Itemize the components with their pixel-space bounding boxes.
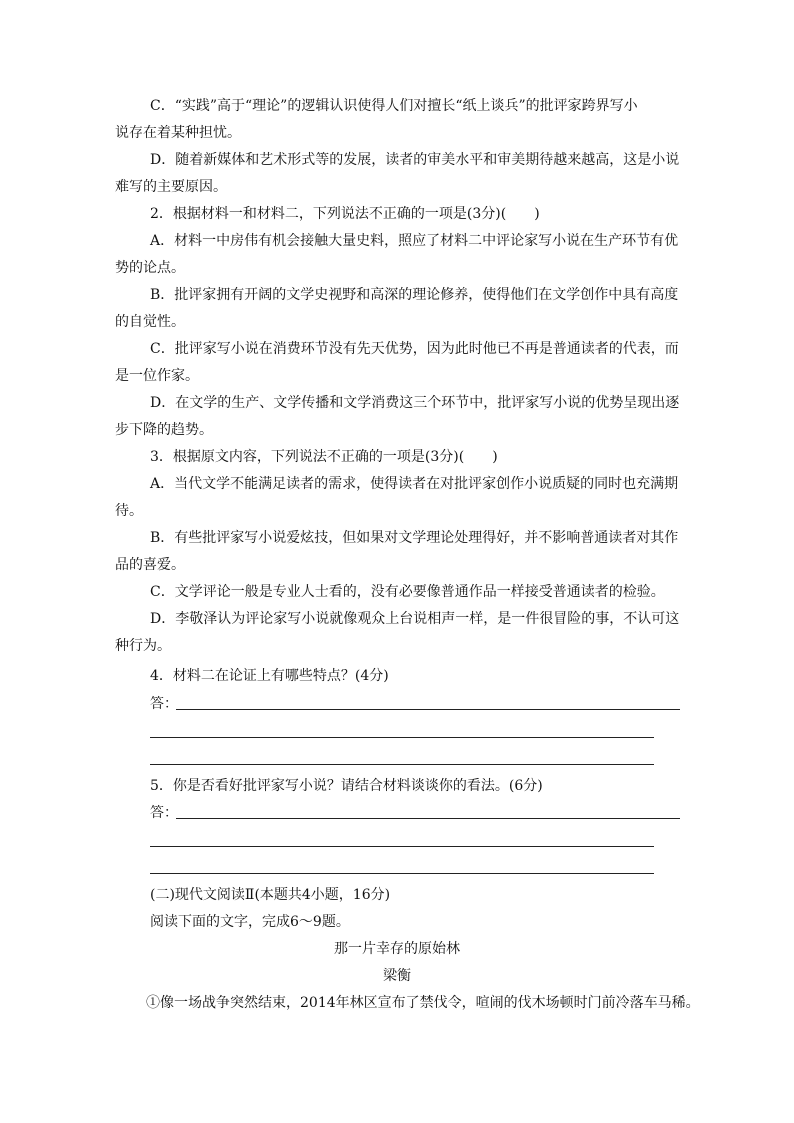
- q2-option-d-line2: 步下降的趋势。: [115, 422, 213, 438]
- article-paragraph-1: ①像一场战争突然结束，2014年林区宣布了禁伐令，喧闹的伐木场顿时门前冷落车马稀。: [146, 995, 700, 1011]
- q3-stem: 3．根据原文内容，下列说法不正确的一项是(3分)( ): [150, 449, 498, 465]
- q2-option-b-line2: 的自觉性。: [115, 314, 185, 330]
- q4-answer-label: 答：: [150, 696, 178, 712]
- q3-option-a-line2: 待。: [115, 503, 143, 519]
- q1-option-d-line2: 难写的主要原因。: [115, 179, 227, 195]
- q2-option-b-line1: B．批评家拥有开阔的文学史视野和高深的理论修养，使得他们在文学创作中具有高度: [150, 287, 679, 303]
- q1-option-d-line1: D．随着新媒体和艺术形式等的发展，读者的审美水平和审美期待越来越高，这是小说: [150, 152, 680, 168]
- q3-option-d-line1: D．李敬泽认为评论家写小说就像观众上台说相声一样，是一件很冒险的事，不认可这: [150, 611, 680, 627]
- q3-option-d-line2: 种行为。: [115, 638, 171, 654]
- q2-option-c-line1: C．批评家写小说在消费环节没有先天优势，因为此时他已不再是普通读者的代表，而: [150, 341, 679, 357]
- q5-answer-line-1[interactable]: [176, 818, 680, 819]
- article-title: 那一片幸存的原始林: [334, 941, 460, 957]
- section2-instruction: 阅读下面的文字，完成6～9题。: [150, 914, 350, 930]
- q3-option-a-line1: A．当代文学不能满足读者的需求，使得读者在对批评家创作小说质疑的同时也充满期: [150, 476, 679, 492]
- q4-answer-line-2[interactable]: [150, 737, 654, 738]
- q3-option-b-line2: 品的喜爱。: [115, 557, 185, 573]
- q1-option-c-line1: C．“实践”高于“理论”的逻辑认识使得人们对擅长“纸上谈兵”的批评家跨界写小: [150, 98, 638, 114]
- q1-option-c-line2: 说存在着某种担忧。: [115, 125, 241, 141]
- section2-heading: (二)现代文阅读Ⅱ(本题共4小题，16分): [150, 887, 391, 903]
- q2-option-a-line1: A．材料一中房伟有机会接触大量史料，照应了材料二中评论家写小说在生产环节有优: [150, 233, 679, 249]
- q2-option-a-line2: 势的论点。: [115, 260, 185, 276]
- q5-answer-label: 答：: [150, 805, 178, 821]
- q4-answer-line-3[interactable]: [150, 764, 654, 765]
- q5-answer-line-2[interactable]: [150, 846, 654, 847]
- q3-option-c-line1: C．文学评论一般是专业人士看的，没有必要像普通作品一样接受普通读者的检验。: [150, 584, 665, 600]
- q4-stem: 4．材料二在论证上有哪些特点？(4分): [150, 668, 389, 684]
- q2-option-c-line2: 是一位作家。: [115, 368, 199, 384]
- q3-option-b-line1: B．有些批评家写小说爱炫技，但如果对文学理论处理得好，并不影响普通读者对其作: [150, 530, 679, 546]
- q5-stem: 5．你是否看好批评家写小说？请结合材料谈谈你的看法。(6分): [150, 778, 543, 794]
- article-author: 梁衡: [383, 968, 411, 984]
- q2-stem: 2．根据材料一和材料二，下列说法不正确的一项是(3分)( ): [150, 206, 540, 222]
- q4-answer-line-1[interactable]: [176, 709, 680, 710]
- q5-answer-line-3[interactable]: [150, 873, 654, 874]
- q2-option-d-line1: D．在文学的生产、文学传播和文学消费这三个环节中，批评家写小说的优势呈现出逐: [150, 395, 680, 411]
